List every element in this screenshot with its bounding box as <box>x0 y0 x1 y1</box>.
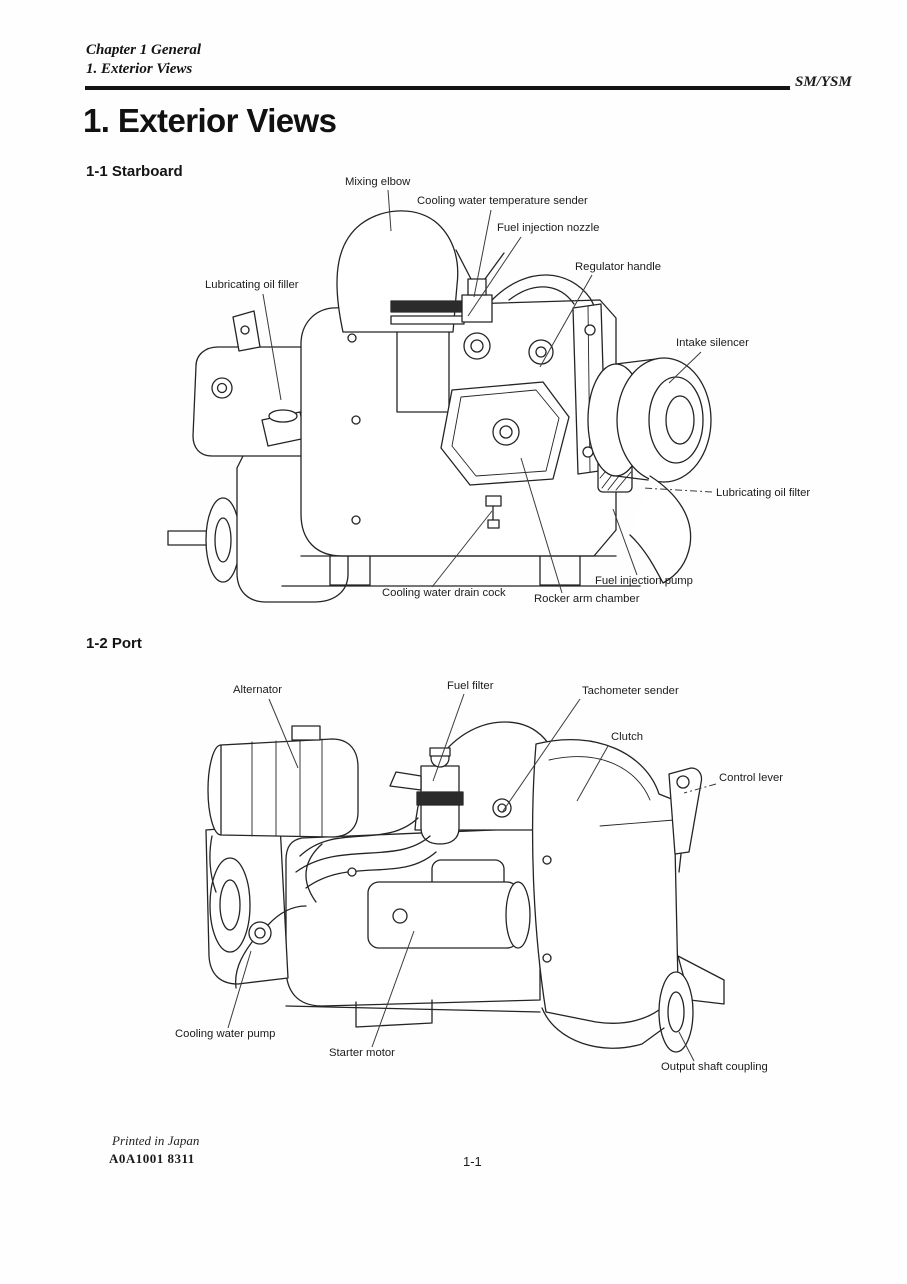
part-label: Cooling water temperature sender <box>417 195 588 207</box>
part-label: Rocker arm chamber <box>534 593 640 605</box>
part-label: Lubricating oil filler <box>205 279 299 291</box>
header-rule <box>85 86 790 90</box>
part-label: Cooling water drain cock <box>382 587 506 599</box>
part-label: Control lever <box>719 772 784 784</box>
starter-motor <box>368 882 518 948</box>
part-label: Tachometer sender <box>582 685 679 697</box>
drain-cock <box>486 496 501 506</box>
clutch-housing <box>533 740 678 1024</box>
part-label: Output shaft coupling <box>661 1061 768 1073</box>
alternator <box>221 739 358 837</box>
document-code: A0A1001 8311 <box>109 1151 195 1166</box>
figure-starboard <box>0 155 907 620</box>
part-label: Starter motor <box>329 1047 395 1059</box>
part-label: Lubricating oil filter <box>716 487 811 499</box>
printed-in-note: Printed in Japan <box>112 1133 200 1148</box>
figure-heading-starboard: 1-1 Starboard <box>86 163 183 180</box>
section-header: 1. Exterior Views <box>86 61 193 77</box>
page-number: 1-1 <box>463 1154 482 1169</box>
part-label: Clutch <box>611 731 644 743</box>
port-engine-drawing <box>206 722 724 1052</box>
part-label: Cooling water pump <box>175 1028 276 1040</box>
page-title: 1. Exterior Views <box>83 102 337 139</box>
part-label: Intake silencer <box>676 337 749 349</box>
figure-heading-port: 1-2 Port <box>86 635 142 652</box>
part-label: Alternator <box>233 684 282 696</box>
chapter-header: Chapter 1 General <box>86 42 202 58</box>
manual-code: SM/YSM <box>795 74 852 90</box>
leader-line <box>613 509 637 575</box>
part-label: Mixing elbow <box>345 176 411 188</box>
part-label: Fuel injection nozzle <box>497 222 600 234</box>
part-label: Fuel injection pump <box>595 575 693 587</box>
mixing-elbow <box>337 211 458 332</box>
part-label: Fuel filter <box>447 680 494 692</box>
figure-port <box>0 660 907 1100</box>
part-label: Regulator handle <box>575 261 662 273</box>
